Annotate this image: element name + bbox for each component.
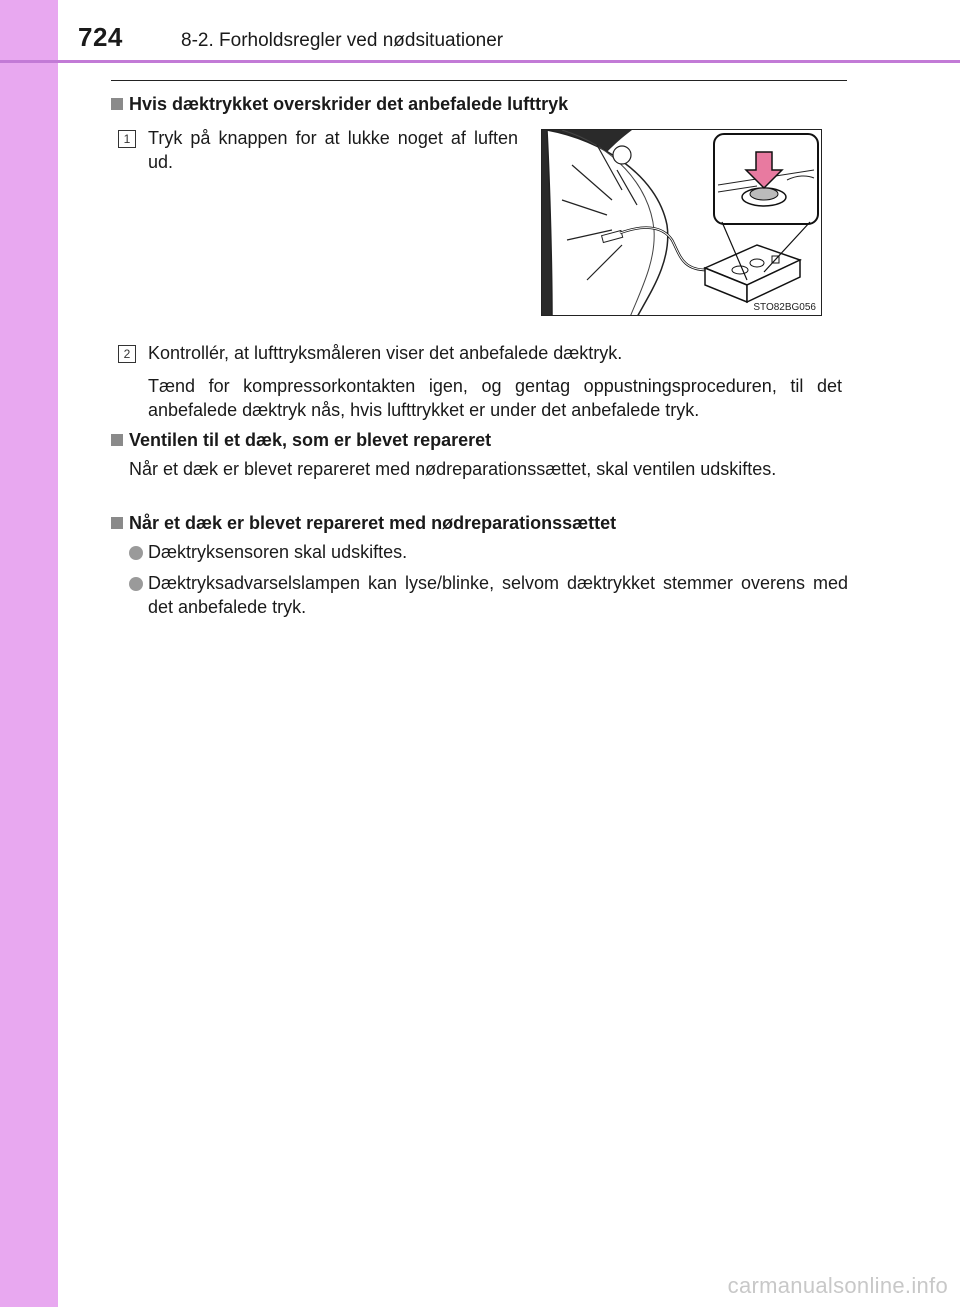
side-strip [0, 0, 58, 1307]
wheel-compressor-drawing [542, 130, 822, 316]
step-2-text: Kontrollér, at lufttryksmåleren viser det anbefalede dæktryk. [148, 343, 623, 363]
header-divider [0, 60, 960, 63]
bullet-item-2: Dæktryksadvarselslampen kan lyse/blinke, selvom dæktrykket stemmer overens med det anbefalede tryk. [148, 573, 848, 617]
section-heading-2-text: Ventilen til et dæk, som er blevet repareret [129, 430, 492, 450]
page-number: 724 [78, 22, 123, 52]
figure-code: STO82BG056 [753, 302, 816, 313]
section-heading-1 [111, 92, 568, 116]
section-heading-2 [111, 428, 491, 452]
section-heading-1-text: Hvis dæktrykket overskrider det anbefalede lufttryk [129, 94, 569, 114]
step-number-1: 1 [118, 130, 136, 148]
step-number-2: 2 [118, 345, 136, 363]
round-bullet-icon [129, 546, 143, 560]
section-rule [111, 80, 847, 81]
section-2-body: Når et dæk er blevet repareret med nødreparationssættet, skal ventilen udskiftes. [129, 459, 777, 479]
section-heading-3 [111, 511, 616, 535]
compressor-illustration [541, 129, 822, 316]
chapter-title: 8-2. Forholdsregler ved nødsituationer [181, 30, 504, 51]
step-1-text: Tryk på knappen for at lukke noget af luften ud. [148, 128, 518, 172]
step-2-note: Tænd for kompressorkontakten igen, og gentag oppustningsproceduren, til det anbefalede dæktryk nås, hvis lufttrykket er under det anbefalede tryk. [148, 376, 842, 420]
square-bullet-icon [111, 434, 123, 446]
bullet-item-1: Dæktryksensoren skal udskiftes. [148, 542, 408, 562]
square-bullet-icon [111, 98, 123, 110]
section-heading-3-text: Når et dæk er blevet repareret med nødreparationssættet [129, 513, 617, 533]
watermark: carmanualsonline.info [727, 1273, 948, 1298]
square-bullet-icon [111, 517, 123, 529]
round-bullet-icon [129, 577, 143, 591]
